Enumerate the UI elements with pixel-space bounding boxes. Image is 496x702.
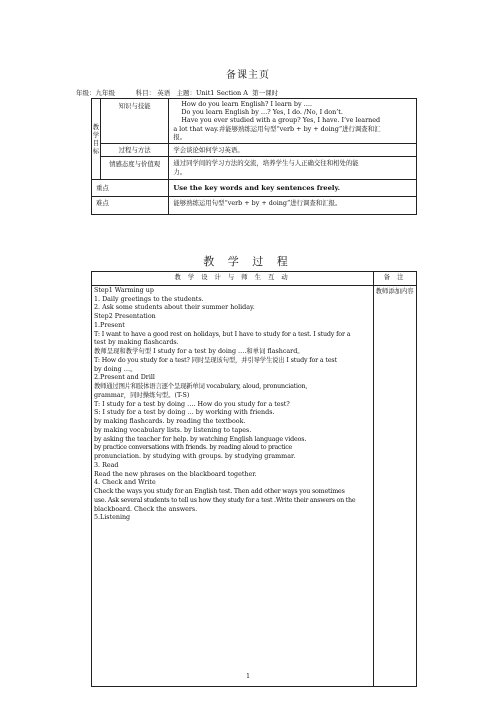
process-content xyxy=(92,285,374,686)
process-line: 1. Daily greetings to the students. xyxy=(94,295,204,303)
process-line: blackboard. Check the answers. xyxy=(94,505,198,513)
key-label: 重点 xyxy=(92,180,169,197)
process-line: by asking the teacher for help. by watching English language videos. xyxy=(94,435,307,443)
process-line: 2. Ask some students about their summer holiday. xyxy=(94,304,255,312)
process-line: by making vocabulary lists. by listening to tapes. xyxy=(94,426,252,434)
process-line: Step2 Presentation xyxy=(94,313,156,320)
process-line: 5.Listening xyxy=(94,514,131,522)
page-number: 1 xyxy=(246,673,250,680)
process-table xyxy=(91,271,417,687)
process-line: test by making flashcards. xyxy=(94,339,179,347)
knowledge-label: 知识与技能 xyxy=(100,99,168,144)
process-line: pronunciation. by studying with groups. by studying grammar. xyxy=(94,453,296,460)
grade-label: 年级：九年级 xyxy=(76,89,115,97)
topic-label: 主题：Unit1 Section A 第一课时 xyxy=(176,89,279,97)
key-content: Use the key words and key sentences freely. xyxy=(169,180,417,197)
process-line: 1.Present xyxy=(94,321,125,329)
process-line: 4. Check and Write xyxy=(94,479,156,487)
process-line: T: How do you study for a test? 同时呈现该句型，并引导学生说出 I study for a test xyxy=(94,356,337,364)
process-line: by practice conversations with friends. by reading aloud to practice xyxy=(94,444,292,452)
process-line: 3. Read xyxy=(94,461,119,469)
process-line: by doing …。 xyxy=(94,365,137,373)
difficulty-content: 能够熟练运用句型“verb + by + doing”进行调查和汇报。 xyxy=(169,197,417,214)
process-line: 教师呈现和教学句型 I study for a test by doing ….和单词 flashcard。 xyxy=(94,348,304,355)
process-table-header-note: 备 注 xyxy=(373,272,416,286)
process-line: by making flashcards. by reading the textbook. xyxy=(94,418,246,425)
process-method-label: 过程与方法 xyxy=(100,144,168,157)
process-method-content: 学会谈论如何学习英语。 xyxy=(169,144,417,157)
process-line: S: I study for a test by doing … by working with friends. xyxy=(94,409,275,417)
process-line: Read the new phrases on the blackboard together. xyxy=(94,470,257,478)
process-table-header-main: 教 学 设 计 与 师 生 互 动 xyxy=(92,272,374,286)
process-line: T: I study for a test by doing …. How do you study for a test? xyxy=(94,400,290,408)
difficulty-label: 难点 xyxy=(92,197,169,214)
process-section-title: 教 学 过 程 xyxy=(203,255,293,268)
goals-table xyxy=(91,98,417,215)
attitude-label: 情感态度与价值观 xyxy=(100,157,168,180)
page-title: 备课主页 xyxy=(226,70,270,81)
process-note: 教师添加内容 xyxy=(373,285,416,686)
process-line: 教师通过图片和肢体语言逐个呈现新单词 vocabulary, aloud, pronunciation, xyxy=(94,383,308,390)
process-line: Check the ways you study for an English test. Then add other ways you sometimes xyxy=(94,488,345,495)
goals-side-label: 教 学 目 标 xyxy=(92,99,101,180)
subject-label: 科目： 英语 xyxy=(135,89,171,97)
process-line: T: I want to have a good rest on holidays, but I have to study for a test. I study for a xyxy=(94,330,351,338)
attitude-content: 通过同学间的学习方法的交流，培养学生与人正确交往和相处的能 力。 xyxy=(169,157,417,180)
process-line: use. Ask several students to tell us how they study for a test .Write their answers on the xyxy=(94,496,356,504)
process-line: grammar，同时操练句型。(T-S) xyxy=(94,391,190,399)
process-line: 2.Present and Drill xyxy=(94,374,155,382)
process-line: Step1 Warming up xyxy=(94,286,154,294)
knowledge-content: How do you learn English? I learn by …. Do you learn English by …? Yes, I do. /No, I don’t. Have you ever studied with a group? Yes, I have. I’ve learned a lot that way.并能够熟练运用句型“verb + by + doing”进行调查和汇 报。 xyxy=(169,99,417,144)
lesson-meta xyxy=(76,88,278,97)
